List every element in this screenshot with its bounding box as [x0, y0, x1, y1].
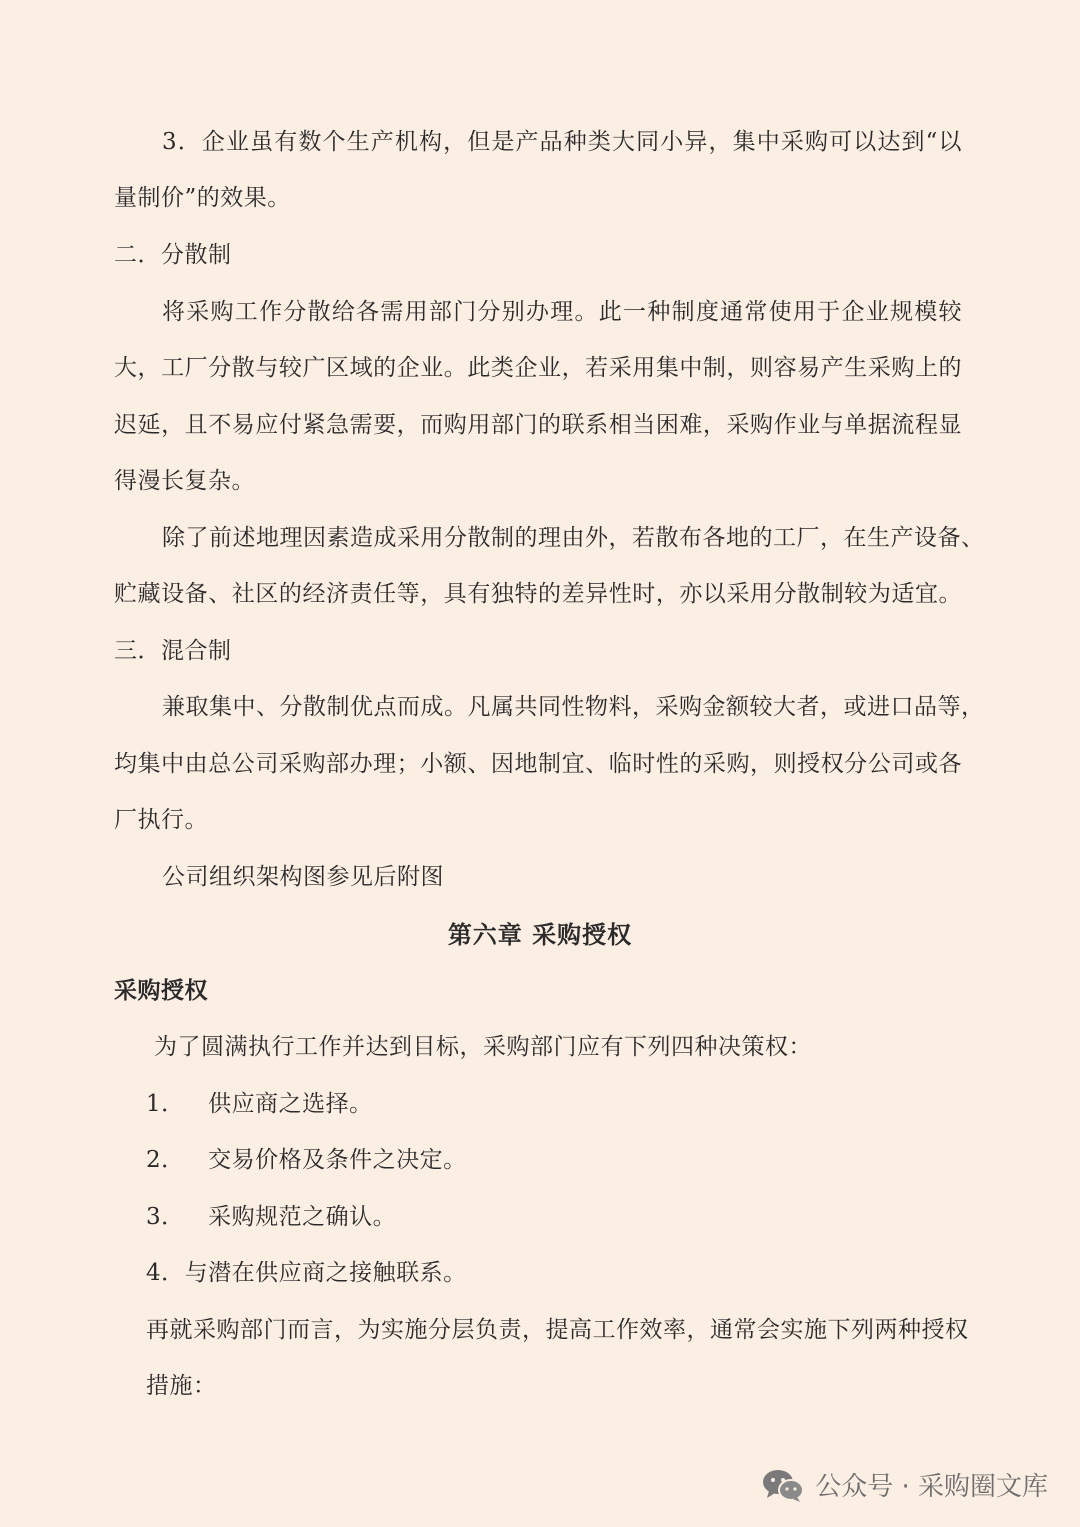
paragraph-line: 大，工厂分散与较广区域的企业。此类企业，若采用集中制，则容易产生采购上的 — [114, 355, 962, 381]
paragraph-line: 厂执行。 — [114, 807, 208, 833]
section-title: 采购授权 — [114, 977, 208, 1004]
intro-line: 为了圆满执行工作并达到目标，采购部门应有下列四种决策权： — [154, 1034, 812, 1060]
watermark-text: 公众号 · 采购圈文库 — [815, 1472, 1048, 1502]
paragraph-line: 除了前述地理因素造成采用分散制的理由外，若散布各地的工厂，在生产设备、 — [162, 525, 985, 551]
paragraph-line: 贮藏设备、社区的经济责任等，具有独特的差异性时，亦以采用分散制较为适宜。 — [114, 581, 962, 607]
paragraph-line: 再就采购部门而言，为实施分层负责，提高工作效率，通常会实施下列两种授权 — [146, 1317, 969, 1343]
paragraph-line: 均集中由总公司采购部办理；小额、因地制宜、临时性的采购，则授权分公司或各 — [114, 751, 962, 777]
paragraph-line: 将采购工作分散给各需用部门分别办理。此一种制度通常使用于企业规模较 — [162, 299, 962, 325]
watermark — [761, 1466, 1048, 1503]
paragraph-line: 3．企业虽有数个生产机构，但是产品种类大同小异，集中采购可以达到“以 — [162, 129, 962, 155]
list-item: 1． 供应商之选择。 — [146, 1091, 373, 1117]
list-item: 4．与潜在供应商之接触联系。 — [146, 1260, 467, 1286]
paragraph-line: 公司组织架构图参见后附图 — [162, 864, 444, 890]
section-heading: 三．混合制 — [114, 638, 232, 664]
wechat-icon — [761, 1467, 805, 1503]
paragraph-line: 兼取集中、分散制优点而成。凡属共同性物料，采购金额较大者，或进口品等， — [162, 694, 985, 720]
paragraph-line: 措施： — [146, 1373, 217, 1399]
list-item: 3． 采购规范之确认。 — [146, 1204, 397, 1230]
paragraph-line: 得漫长复杂。 — [114, 468, 255, 494]
paragraph-line: 量制价”的效果。 — [114, 185, 291, 211]
chapter-title: 第六章 采购授权 — [447, 920, 633, 949]
section-heading: 二．分散制 — [114, 242, 232, 268]
list-item: 2． 交易价格及条件之决定。 — [146, 1147, 467, 1173]
paragraph-line: 迟延，且不易应付紧急需要，而购用部门的联系相当困难，采购作业与单据流程显 — [114, 412, 962, 438]
